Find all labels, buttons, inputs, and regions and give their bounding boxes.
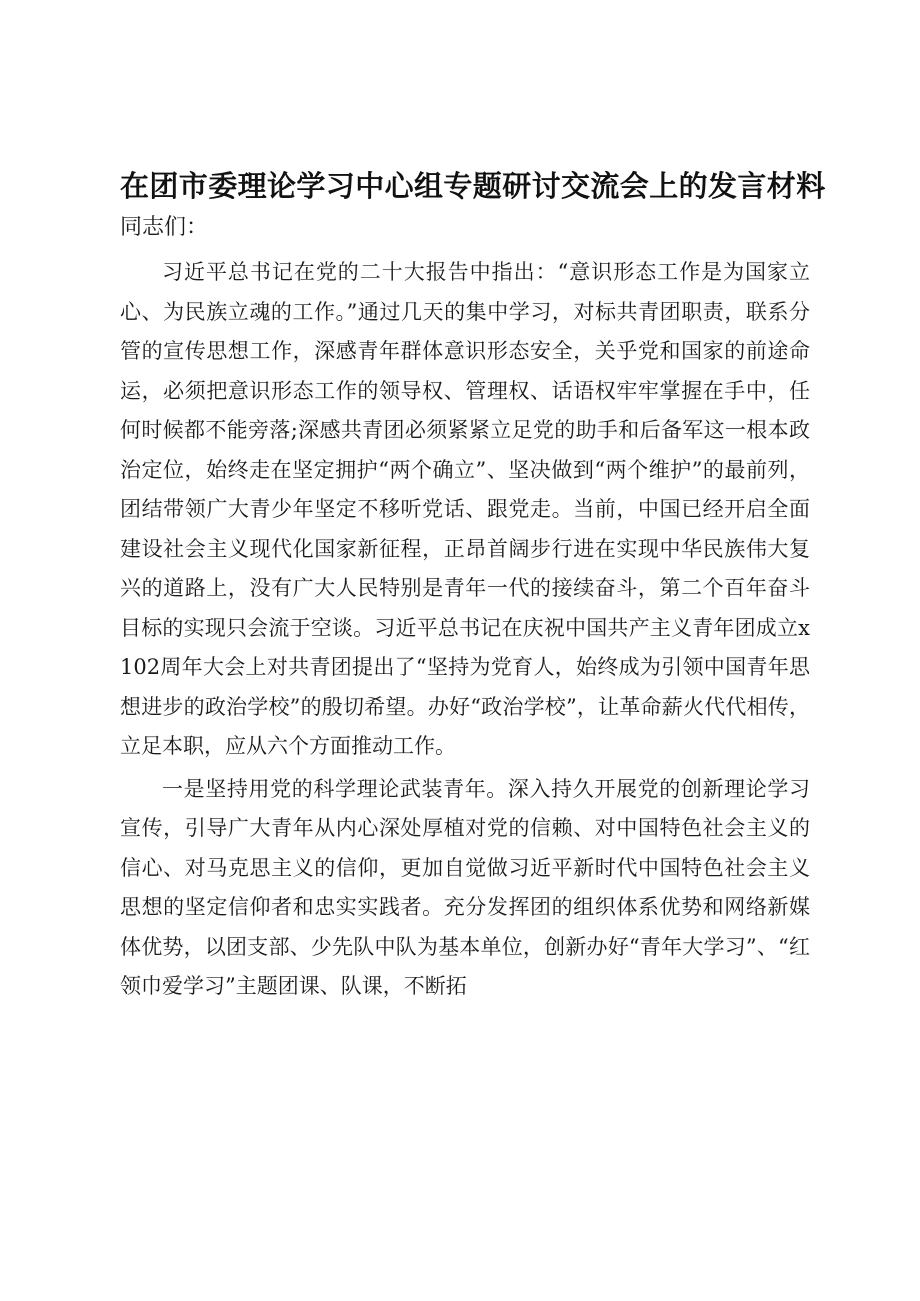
salutation: 同志们： xyxy=(120,215,209,240)
document-body xyxy=(120,253,810,1010)
paragraph-intro: 习近平总书记在党的二十大报告中指出：“意识形态工作是为国家立心、为民族立魂的工作。”通过几天的集中学习，对标共青团职责，联系分管的宣传思想工作，深感青年群体意识形态安全，关乎党和国家的前途命运，必须把意识形态工作的领导权、管理权、话语权牢牢掌握在手中，任何时候都不能旁落;深感共青团必须紧紧立足党的助手和后备军这一根本政治定位，始终走在坚定拥护“两个确立”、坚决做到“两个维护”的最前列，团结带领广大青少年坚定不移听党话、跟党走。当前，中国已经开启全面建设社会主义现代化国家新征程，正昂首阔步行进在实现中华民族伟大复兴的道路上，没有广大人民特别是青年一代的接续奋斗，第二个百年奋斗目标的实现只会流于空谈。习近平总书记在庆祝中国共产主义青年团成立x102周年大会上对共青团提出了“坚持为党育人，始终成为引领中国青年思想进步的政治学校”的殷切希望。办好“政治学校”，让革命薪火代代相传，立足本职，应从六个方面推动工作。 xyxy=(120,260,810,758)
paragraph-point-one: 一是坚持用党的科学理论武装青年。深入持久开展党的创新理论学习宣传，引导广大青年从内心深处厚植对党的信赖、对中国特色社会主义的信心、对马克思主义的信仰，更加自觉做习近平新时代中国特色社会主义思想的坚定信仰者和忠实实践者。充分发挥团的组织体系优势和网络新媒体优势，以团支部、少先队中队为基本单位，创新办好“青年大学习”、“红领巾爱学习”主题团课、队课，不断拓 xyxy=(120,776,810,998)
document-title: 在团市委理论学习中心组专题研讨交流会上的发言材料 xyxy=(120,169,826,203)
